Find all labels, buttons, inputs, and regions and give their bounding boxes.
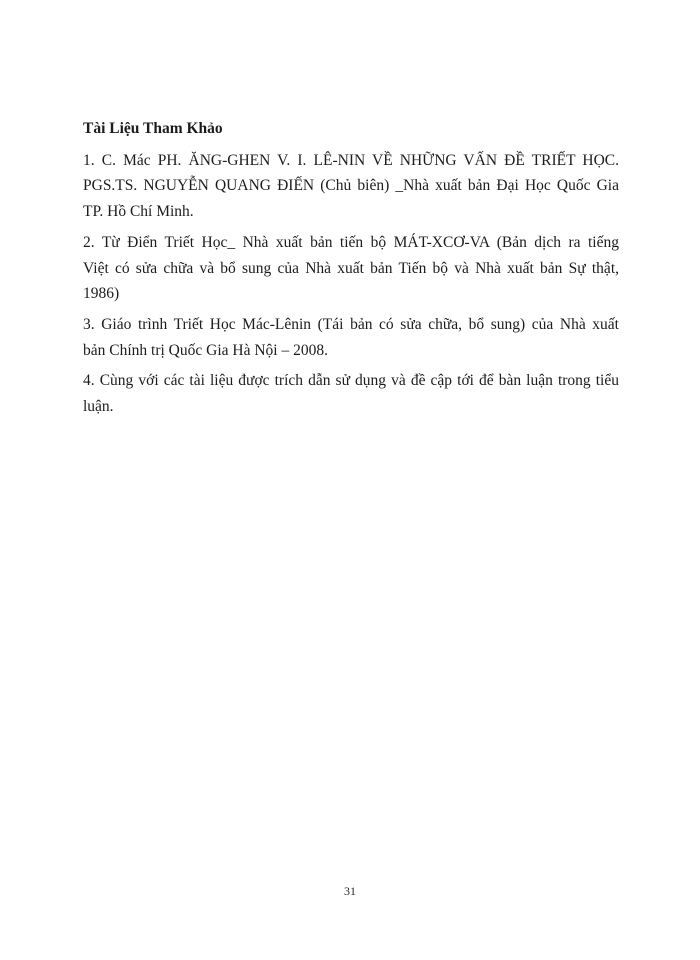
reference-item: [83, 230, 619, 307]
reference-line: 3. Giáo trình Triết Học Mác-Lênin (Tái bản có sửa chữa, bổ sung) của Nhà xuất: [83, 315, 619, 333]
reference-line: bản Chính trị Quốc Gia Hà Nội – 2008.: [83, 341, 328, 359]
reference-line: Việt có sửa chữa và bổ sung của Nhà xuất bản Tiến bộ và Nhà xuất bản Sự thật,: [83, 259, 619, 277]
reference-line: PGS.TS. NGUYỄN QUANG ĐIẾN (Chủ biên) _Nhà xuất bản Đại Học Quốc Gia: [83, 177, 619, 195]
section-heading: Tài Liệu Tham Khảo: [83, 120, 223, 137]
reference-line: luận.: [83, 398, 114, 416]
references-section: [83, 116, 619, 425]
reference-line: 4. Cùng với các tài liệu được trích dẫn sử dụng và đề cập tới để bàn luận trong tiểu: [83, 372, 619, 390]
reference-line: 2. Từ Điển Triết Học_ Nhà xuất bản tiến bộ MÁT-XCƠ-VA (Bản dịch ra tiếng: [83, 233, 619, 251]
reference-item: [83, 368, 619, 419]
reference-line: 1986): [83, 285, 120, 303]
page-number: 31: [344, 884, 356, 898]
reference-line: 1. C. Mác PH. ĂNG-GHEN V. I. LÊ-NIN VỀ NHỮNG VẤN ĐỀ TRIẾT HỌC.: [83, 151, 619, 169]
reference-item: [83, 312, 619, 363]
reference-item: [83, 148, 619, 225]
reference-line: TP. Hồ Chí Minh.: [83, 203, 194, 221]
